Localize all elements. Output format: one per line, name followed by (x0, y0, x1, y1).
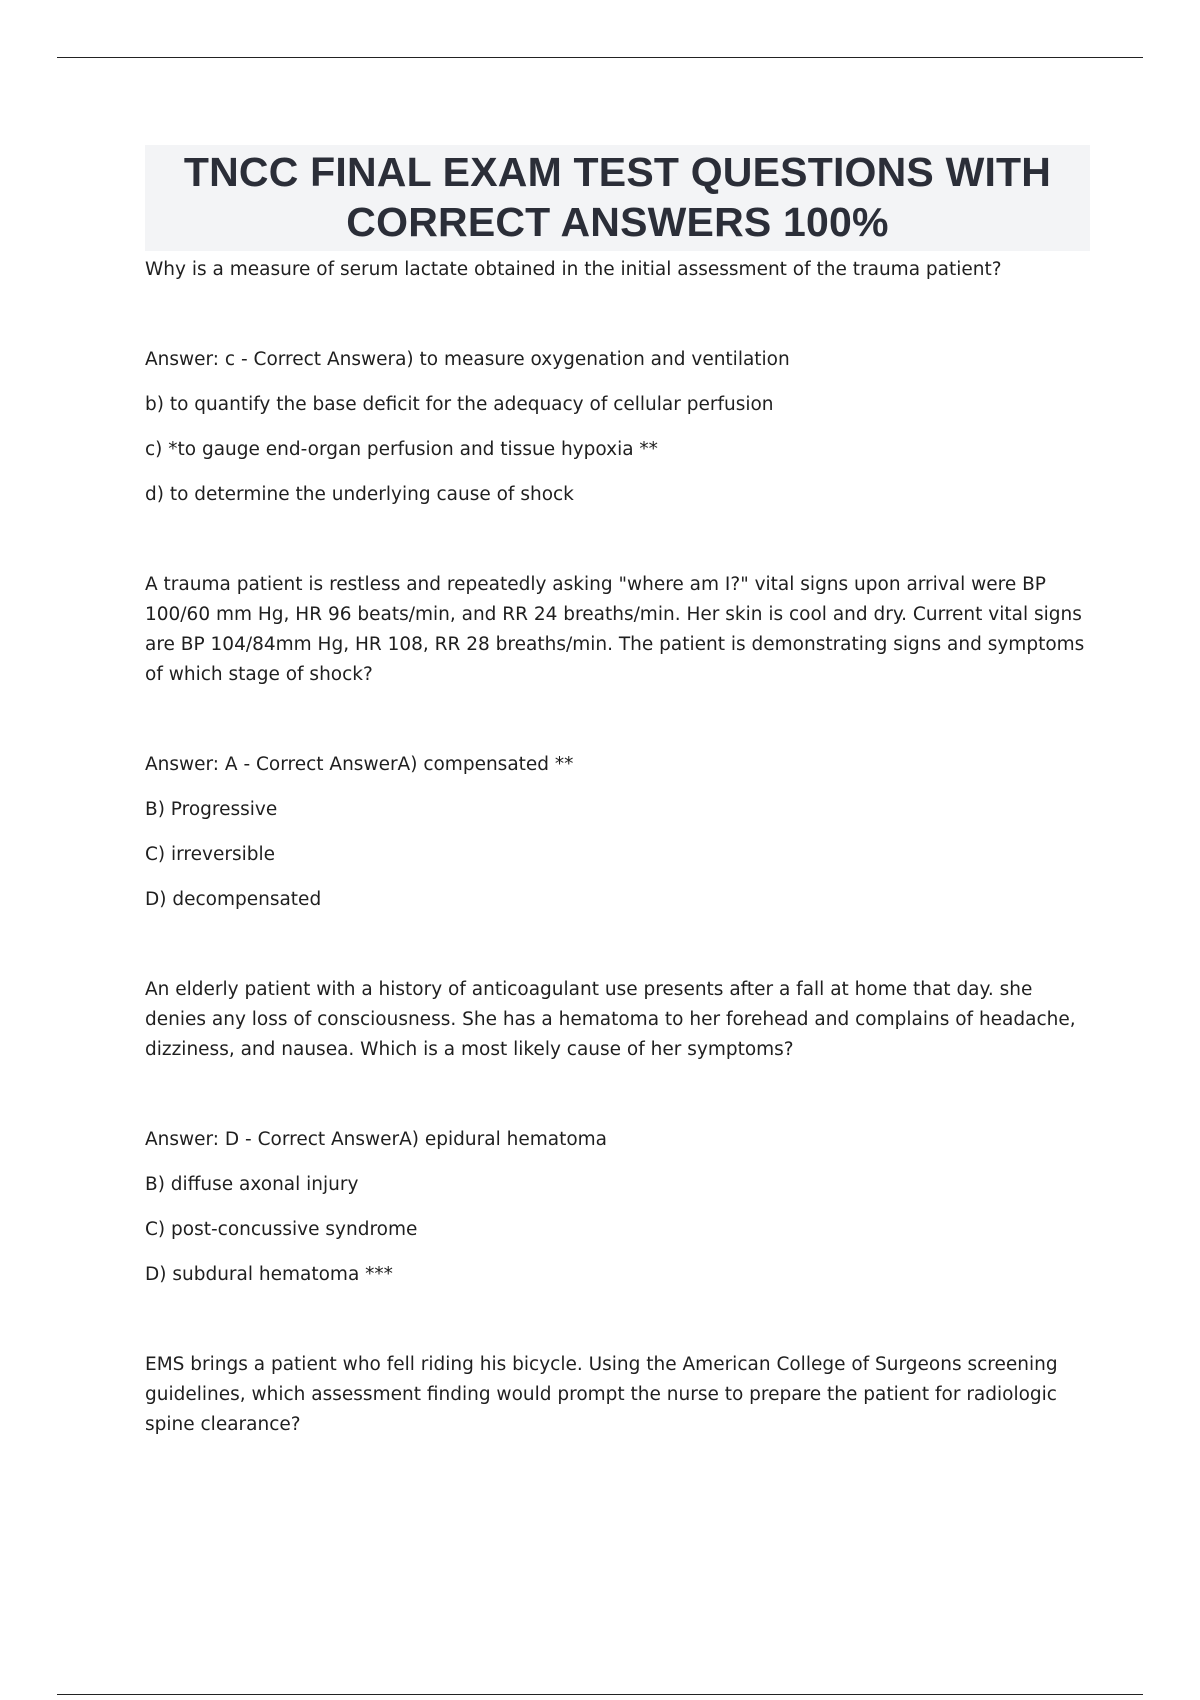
question-2-option-d: D) decompensated (145, 889, 322, 910)
question-1-text: Why is a measure of serum lactate obtained in the initial assessment of the trauma patient? (145, 259, 1002, 280)
question-2-option-b: B) Progressive (145, 799, 278, 820)
question-1-option-b: b) to quantify the base deficit for the adequacy of cellular perfusion (145, 394, 774, 415)
question-3-text: An elderly patient with a history of anticoagulant use presents after a fall at home that day. she denies any loss of consciousness. She has a hematoma to her forehead and complains of headache, dizziness, and nausea. Which is a most likely cause of her symptoms? (145, 979, 1076, 1060)
question-3-option-d: D) subdural hematoma *** (145, 1264, 393, 1285)
document-body (145, 145, 1090, 1440)
title-line-1: TNCC FINAL EXAM TEST QUESTIONS WITH (183, 149, 1052, 195)
question-3-option-b: B) diffuse axonal injury (145, 1174, 359, 1195)
question-2-answer-line: Answer: A - Correct AnswerA) compensated ** (145, 754, 574, 775)
question-2-text: A trauma patient is restless and repeatedly asking "where am I?" vital signs upon arrival were BP 100/60 mm Hg, HR 96 beats/min, and RR 24 breaths/min. Her skin is cool and dry. Current vital signs are BP 104/84mm Hg, HR 108, RR 28 breaths/min. The patient is demonstrating signs and symptoms of which stage of shock? (145, 574, 1085, 685)
question-4-text: EMS brings a patient who fell riding his bicycle. Using the American College of Surgeons screening guidelines, which assessment finding would prompt the nurse to prepare the patient for radiologic spine clearance? (145, 1354, 1058, 1435)
title-line-2: CORRECT ANSWERS 100% (346, 199, 889, 245)
question-1-answer-line: Answer: c - Correct Answera) to measure oxygenation and ventilation (145, 349, 790, 370)
footer-rule (57, 1694, 1143, 1695)
question-2-option-c: C) irreversible (145, 844, 275, 865)
question-1-option-c: c) *to gauge end-organ perfusion and tissue hypoxia ** (145, 439, 658, 460)
question-1-option-d: d) to determine the underlying cause of shock (145, 484, 574, 505)
header-rule (57, 57, 1143, 58)
document-title (145, 145, 1090, 251)
question-3-option-c: C) post-concussive syndrome (145, 1219, 418, 1240)
question-3-answer-line: Answer: D - Correct AnswerA) epidural hematoma (145, 1129, 607, 1150)
